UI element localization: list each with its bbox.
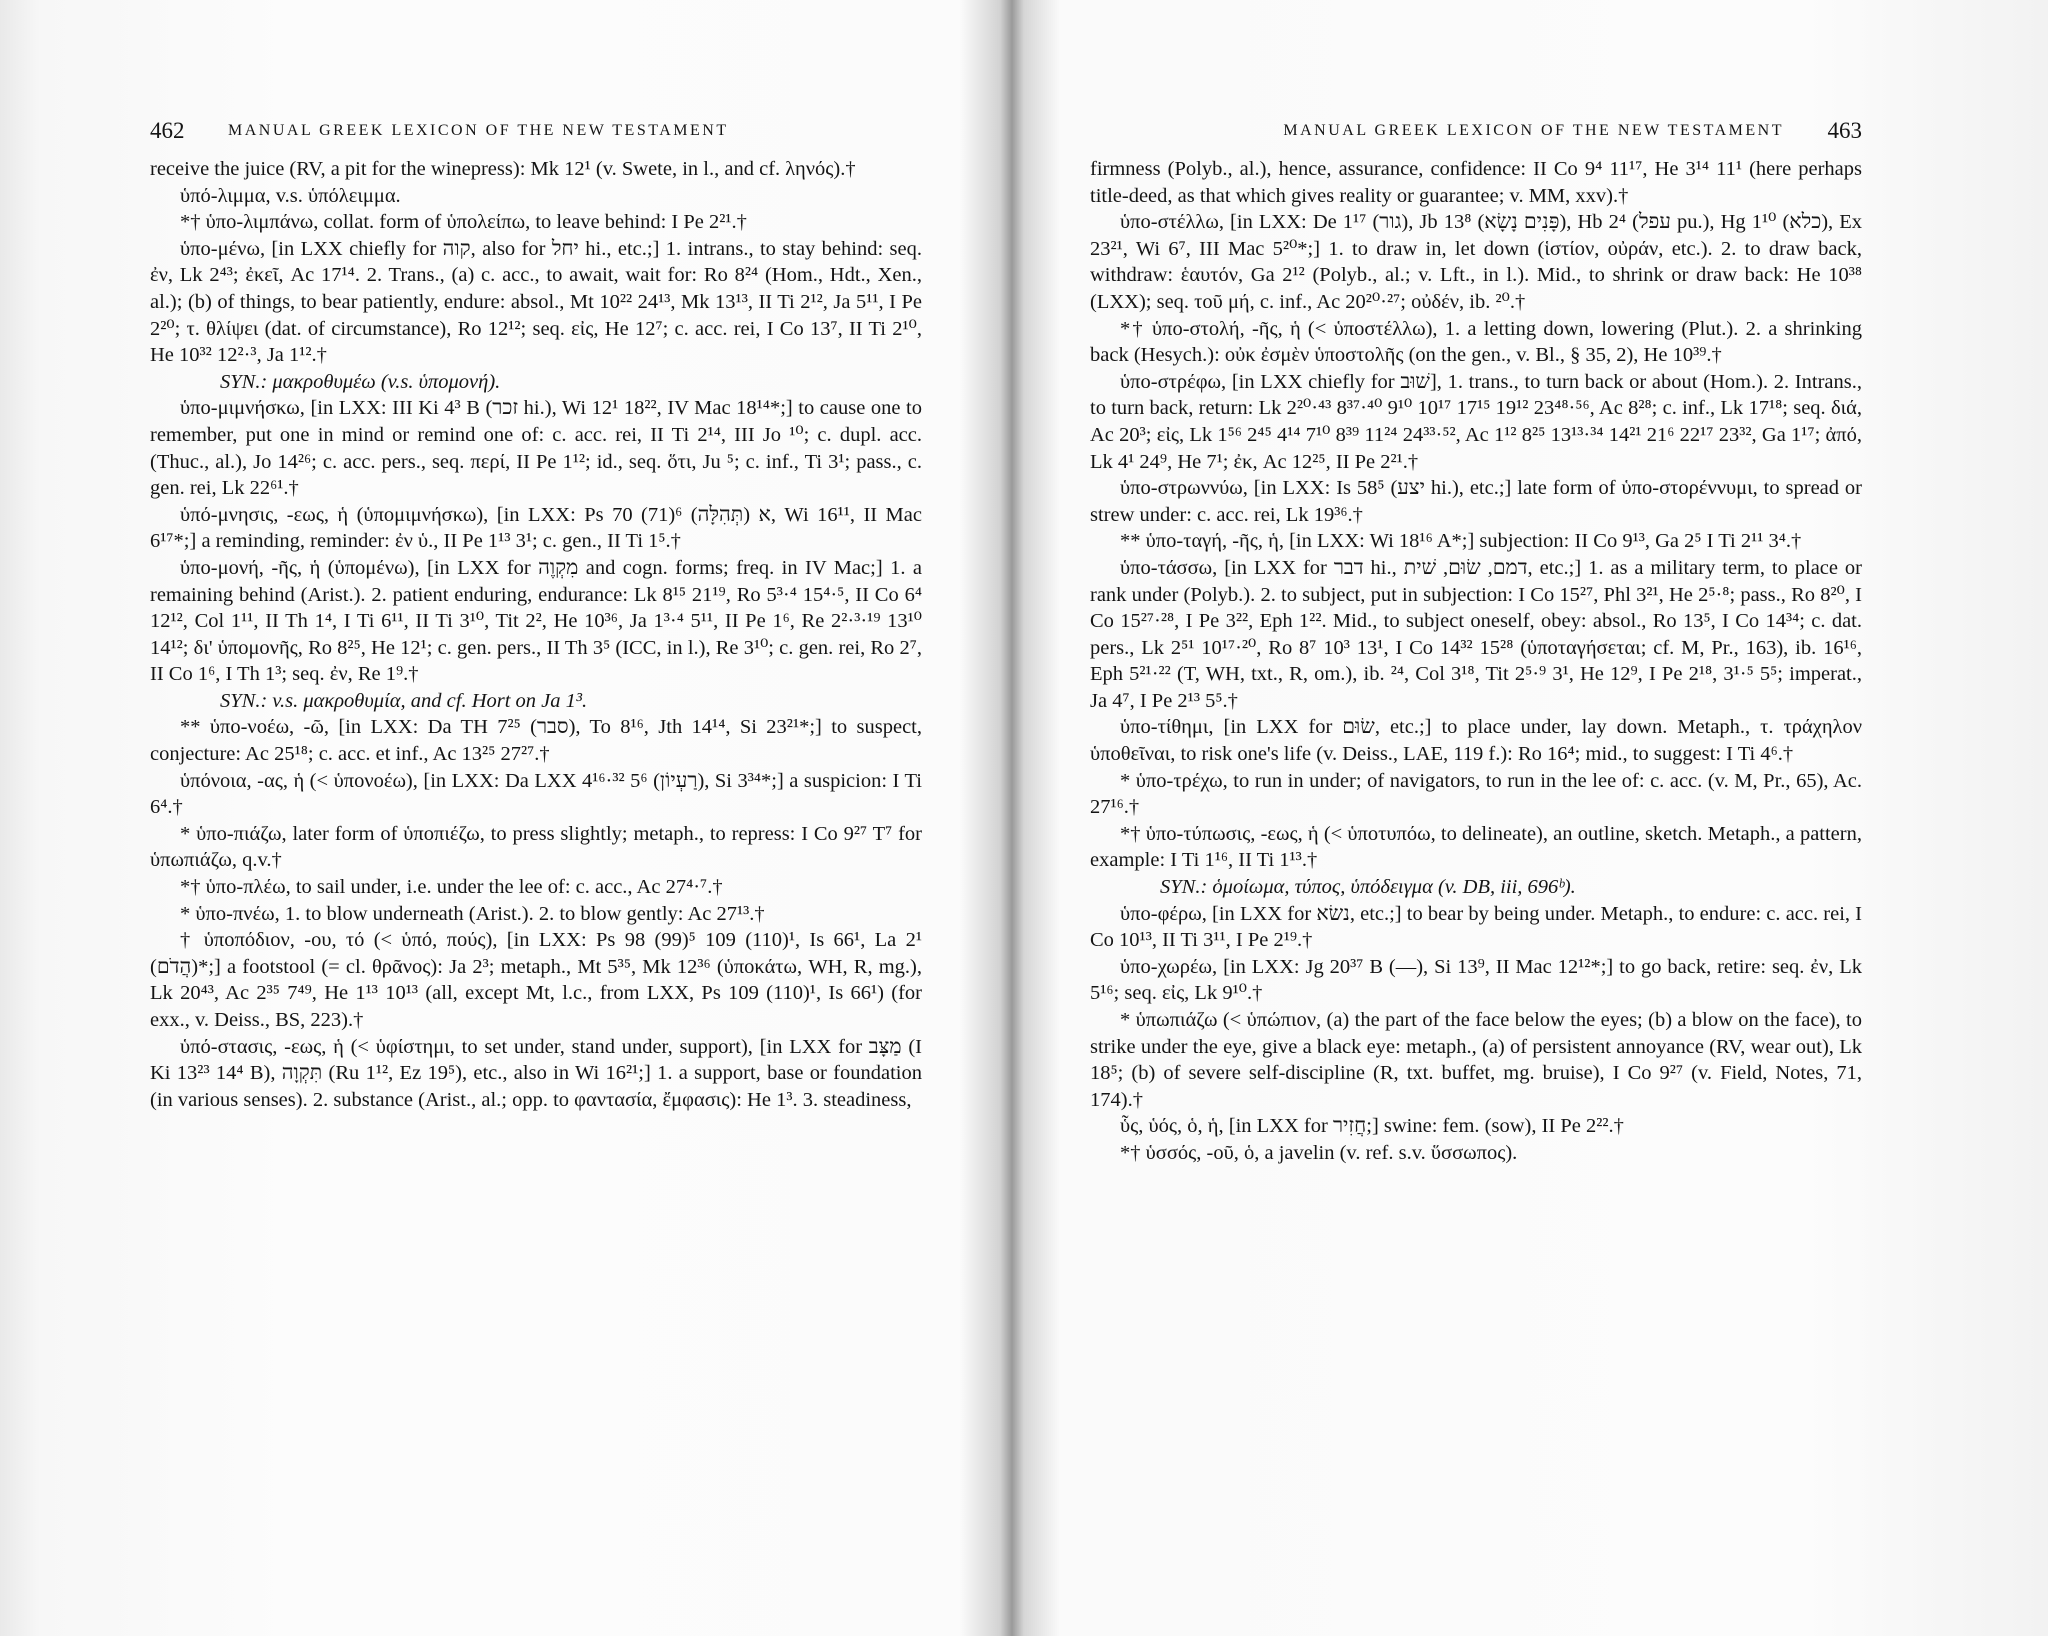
lexicon-entry: *† ὑπο-στολή, -ῆς, ἡ (< ὑποστέλλω), 1. a letting down, lowering (Plut.). 2. a shrinking back (Hesych.): οὐκ ἐσμὲν ὑποστολῆς (on the gen., v. Bl., § 35, 2), He 10³⁹.†	[1090, 317, 1862, 367]
right-page-header	[1090, 110, 1862, 156]
lexicon-entry: *† ὑπο-λιμπάνω, collat. form of ὑπολείπω, to leave behind: I Pe 2²¹.†	[180, 211, 747, 234]
lexicon-entry: * ὑπο-πνέω, 1. to blow underneath (Arist.). 2. to blow gently: Ac 27¹³.†	[180, 902, 765, 925]
lexicon-entry: firmness (Polyb., al.), hence, assurance, confidence: II Co 9⁴ 11¹⁷, He 3¹⁴ 11¹ (here perhaps title-deed, as that which gives reality or guarantee; v. MM, xxv).†	[1090, 158, 1862, 207]
lexicon-entry: *† ὑσσός, -οῦ, ὁ, a javelin (v. ref. s.v. ὕσσωπος).	[1120, 1141, 1518, 1164]
lexicon-entry: ὑπο-μονή, -ῆς, ἡ (ὑπομένω), [in LXX for מִקְוֶה and cogn. forms; freq. in IV Mac;] 1. a remaining behind (Arist.). 2. patient enduring, endurance: Lk 8¹⁵ 21¹⁹, Ro 5³·⁴ 15⁴·⁵, II Co 6⁴ 12¹², Col 1¹¹, II Th 1⁴, I Ti 6¹¹, II Ti 3¹⁰, Tit 2², He 10³⁶, Ja 1³·⁴ 5¹¹, II Pe 1⁶, Re 2²·³·¹⁹ 13¹⁰ 14¹²; δι' ὑπομονῆς, Ro 8²⁵, He 12¹; c. gen. pers., II Th 3⁵ (ICC, in l.), Re 3¹⁰; c. gen. rei, Ro 2⁷, II Co 1⁶, I Th 1³; seq. ἐν, Re 1⁹.†	[150, 556, 922, 686]
lexicon-entry: ὑπό-μνησις, -εως, ἡ (ὑπομιμνήσκω), [in LXX: Ps 70 (71)⁶ א (תְּהִלָּה), Wi 16¹¹, II Mac 6¹⁷*;] a reminding, reminder: ἐν ὑ., II Pe 1¹³ 3¹; c. gen., II Ti 1⁵.†	[150, 503, 922, 553]
lexicon-entry: ὑπο-φέρω, [in LXX for נשׂא, etc.;] to bear by being under. Metaph., to endure: c. acc. rei, I Co 10¹³, II Ti 3¹¹, I Pe 2¹⁹.†	[1090, 902, 1862, 952]
right-page-number: 463	[1827, 118, 1862, 143]
synonym-note: SYN.: μακροθυμέω (v.s. ὑπομονή).	[220, 370, 501, 393]
lexicon-entry: ὑπο-τάσσω, [in LXX for דבר hi., דמם, שׂוּם, שׁית, etc.;] 1. as a military term, to place or rank under (Polyb.). 2. to subject, put in subjection: I Co 15²⁷, Phl 3²¹, He 2⁵·⁸; pass., Ro 8²⁰, I Co 15²⁷·²⁸, I Pe 3²², Eph 1²². Mid., to subject oneself, obey: absol., Ro 13⁵, I Co 14³⁴; c. dat. pers., Lk 2⁵¹ 10¹⁷·²⁰, Ro 8⁷ 10³ 13¹, I Co 14³² 15²⁸ (ὑποταγήσεται; cf. M, Pr., 163), ib. 16¹⁶, Eph 5²¹·²² (T, WH, txt., R, om.), ib. ²⁴, Col 3¹⁸, Tit 2⁵·⁹ 3¹, He 12⁹, I Pe 2¹⁸, 3¹·⁵ 5⁵; imperat., Ja 4⁷, I Pe 2¹³ 5⁵.†	[1090, 556, 1862, 712]
left-page-number: 462	[150, 118, 185, 143]
lexicon-entry: * ὑπο-πιάζω, later form of ὑποπιέζω, to press slightly; metaph., to repress: I Co 9²⁷ T⁷ for ὑπωπιάζω, q.v.†	[150, 822, 922, 872]
lexicon-entry: ὑπο-στρωννύω, [in LXX: Is 58⁵ (יצע hi.), etc.;] late form of ὑπο-στορέννυμι, to spread or strew under: c. acc. rei, Lk 19³⁶.†	[1090, 477, 1862, 526]
left-page-body	[150, 156, 922, 1113]
right-running-title: MANUAL GREEK LEXICON OF THE NEW TESTAMENT	[1283, 122, 1784, 139]
lexicon-entry: ὑπο-χωρέω, [in LXX: Jg 20³⁷ B (—), Si 13⁹, II Mac 12¹²*;] to go back, retire: seq. ἐν, Lk 5¹⁶; seq. εἰς, Lk 9¹⁰.†	[1090, 955, 1862, 1005]
lexicon-entry: * ὑπο-τρέχω, to run in under; of navigators, to run in the lee of: c. acc. (v. M, Pr., 65), Ac. 27¹⁶.†	[1090, 769, 1862, 819]
lexicon-entry: ὑπο-μιμνήσκω, [in LXX: III Ki 4³ B (זכר hi.), Wi 12¹ 18²², IV Mac 18¹⁴*;] to cause one to remember, put one in mind or remind one of: c. acc. rei, II Ti 2¹⁴, III Jo ¹⁰; c. dupl. acc. (Thuc., al.), Jo 14²⁶; c. acc. pers., seq. περί, II Pe 1¹²; id., seq. ὅτι, Ju ⁵; c. inf., Ti 3¹; pass., c. gen. rei, Lk 22⁶¹.†	[150, 397, 922, 500]
lexicon-entry: ** ὑπο-ταγή, -ῆς, ἡ, [in LXX: Wi 18¹⁶ A*;] subjection: II Co 9¹³, Ga 2⁵ I Ti 2¹¹ 3⁴.†	[1120, 530, 1802, 553]
lexicon-entry: * ὑπωπιάζω (< ὑπώπιον, (a) the part of the face below the eyes; (b) a blow on the face), to strike under the eye, give a black eye: metaph., (a) of persistent annoyance (RV, wear out), Lk 18⁵; (b) of severe self-discipline (R, txt. buffet, mg. bruise), I Co 9²⁷ (v. Field, Notes, 71, 174).†	[1090, 1009, 1862, 1111]
lexicon-entry: ὑπο-τίθημι, [in LXX for שׂוּם, etc.;] to place under, lay down. Metaph., τ. τράχηλον ὑποθεῖναι, to risk one's life (v. Deiss., LAE, 119 f.): Ro 16⁴; mid., to suggest: I Ti 4⁶.†	[1090, 716, 1862, 766]
left-page	[150, 110, 922, 1590]
lexicon-entry: ὑπο-μένω, [in LXX chiefly for קוה, also for יחל hi., etc.;] 1. intrans., to stay behind: seq. ἐν, Lk 2⁴³; ἐκεῖ, Ac 17¹⁴. 2. Trans., (a) c. acc., to await, wait for: Ro 8²⁴ (Hom., Hdt., Xen., al.); (b) of things, to bear patiently, endure: absol., Mt 10²² 24¹³, Mk 13¹³, II Ti 2¹², Ja 5¹¹, I Pe 2²⁰; τ. θλίψει (dat. of circumstance), Ro 12¹²; seq. εἰς, He 12⁷; c. acc. rei, I Co 13⁷, II Ti 2¹⁰, He 10³² 12²·³, Ja 1¹².†	[150, 237, 922, 367]
left-page-header	[150, 110, 922, 156]
lexicon-entry: ὑπό-στασις, -εως, ἡ (< ὑφίστημι, to set under, stand under, support), [in LXX for מַצָּב (I Ki 13²³ 14⁴ B), תִּקְוָה (Ru 1¹², Ez 19⁵), etc., also in Wi 16²¹;] 1. a support, base or foundation (in various senses). 2. substance (Arist., al.; opp. to φαντασία, ἔμφασις): He 1³. 3. steadiness,	[150, 1035, 922, 1111]
lexicon-entry: ὗς, ὑός, ὁ, ἡ, [in LXX for חֲזִיר;] swine: fem. (sow), II Pe 2²².†	[1120, 1115, 1624, 1138]
synonym-note: SYN.: v.s. μακροθυμία, and cf. Hort on Ja 1³.	[220, 689, 588, 712]
left-running-title: MANUAL GREEK LEXICON OF THE NEW TESTAMENT	[228, 122, 729, 139]
lexicon-entry: *† ὑπο-πλέω, to sail under, i.e. under the lee of: c. acc., Ac 27⁴·⁷.†	[180, 876, 723, 899]
lexicon-entry: ὑπο-στέλλω, [in LXX: De 1¹⁷ (גור), Jb 13⁸ (פָּנִים נָשָׂא), Hb 2⁴ (עפל pu.), Hg 1¹⁰ (כלא), Ex 23²¹, Wi 6⁷, III Mac 5²⁰*;] 1. to draw in, let down (ἱστίον, οὐράν, etc.). 2. to draw back, withdraw: ἑαυτόν, Ga 2¹² (Polyb., al.; v. Lft., in l.). Mid., to shrink or draw back: He 10³⁸ (LXX); seq. τοῦ μή, c. inf., Ac 20²⁰·²⁷; οὐδέν, ib. ²⁰.†	[1090, 211, 1862, 313]
right-page-body	[1090, 156, 1862, 1167]
lexicon-entry: *† ὑπο-τύπωσις, -εως, ἡ (< ὑποτυπόω, to delineate), an outline, sketch. Metaph., a pattern, example: I Ti 1¹⁶, II Ti 1¹³.†	[1090, 822, 1862, 872]
right-page	[1090, 110, 1862, 1590]
lexicon-entry: ὑπο-στρέφω, [in LXX chiefly for שׁוּב], 1. trans., to turn back or about (Hom.). 2. Intrans., to turn back, return: Lk 2²⁰·⁴³ 8³⁷·⁴⁰ 9¹⁰ 10¹⁷ 17¹⁵ 19¹² 23⁴⁸·⁵⁶, Ac 8²⁸; c. inf., Lk 17¹⁸; seq. διά, Ac 20³; εἰς, Lk 1⁵⁶ 2⁴⁵ 4¹⁴ 7¹⁰ 8³⁹ 11²⁴ 24³³·⁵², Ac 1¹² 8²⁵ 13¹³·³⁴ 14²¹ 21⁶ 22¹⁷ 23³², Ga 1¹⁷; ἀπό, Lk 4¹ 24⁹, He 7¹; ἐκ, Ac 12²⁵, II Pe 2²¹.†	[1090, 370, 1862, 473]
lexicon-entry: ὑπό-λιμμα, v.s. ὑπόλειμμα.	[180, 184, 401, 207]
lexicon-entry: receive the juice (RV, a pit for the winepress): Mk 12¹ (v. Swete, in l., and cf. ληνός).†	[150, 158, 856, 180]
synonym-note: SYN.: ὁμοίωμα, τύπος, ὑπόδειγμα (v. DB, iii, 696ᵇ).	[1160, 876, 1576, 899]
lexicon-entry: ** ὑπο-νοέω, -ῶ, [in LXX: Da TH 7²⁵ (סבר), To 8¹⁶, Jth 14¹⁴, Si 23²¹*;] to suspect, conjecture: Ac 25¹⁸; c. acc. et inf., Ac 13²⁵ 27²⁷.†	[150, 716, 922, 766]
lexicon-entry: ὑπόνοια, -ας, ἡ (< ὑπονοέω), [in LXX: Da LXX 4¹⁶·³² 5⁶ (רַעְיוֹן), Si 3³⁴*;] a suspicion: I Ti 6⁴.†	[150, 769, 922, 819]
lexicon-entry: † ὑποπόδιον, -ου, τό (< ὑπό, πούς), [in LXX: Ps 98 (99)⁵ 109 (110)¹, Is 66¹, La 2¹ (הֲדֹם)*;] a footstool (= cl. θρᾶνος): Ja 2³; metaph., Mt 5³⁵, Mk 12³⁶ (ὑποκάτω, WH, R, mg.), Lk 20⁴³, Ac 2³⁵ 7⁴⁹, He 1¹³ 10¹³ (all, except Mt, l.c., from LXX, Ps 109 (110)¹, Is 66¹) (for exx., v. Deiss., BS, 223).†	[150, 929, 922, 1031]
